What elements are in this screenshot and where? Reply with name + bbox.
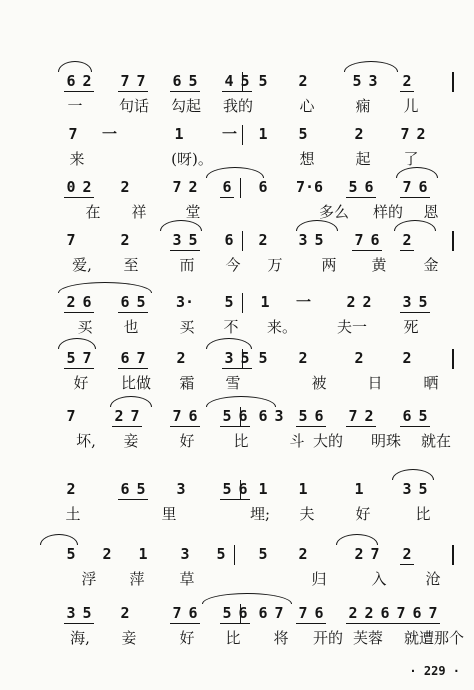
note: 5 xyxy=(224,293,234,311)
note: 7 xyxy=(400,125,410,143)
note: 0 xyxy=(66,178,76,196)
note: 2 xyxy=(402,72,412,90)
note: 2 xyxy=(354,545,364,563)
lyric-syllable: 海, xyxy=(70,629,90,647)
note: 3 xyxy=(368,72,378,90)
score-row xyxy=(0,229,474,285)
note: 6 xyxy=(364,178,374,196)
lyric-syllable: 芙蓉 xyxy=(352,629,383,647)
barline xyxy=(240,178,241,198)
lyric-syllable: 了 xyxy=(403,150,419,168)
underline-beam xyxy=(64,91,94,92)
note: 5 xyxy=(82,604,92,622)
lyric-syllable: 起 xyxy=(355,150,371,168)
underline-beam xyxy=(352,250,382,251)
underline-beam xyxy=(118,499,148,500)
lyric-syllable: 妾 xyxy=(123,432,139,450)
lyric-syllable: 开的 xyxy=(312,629,343,647)
lyric-syllable: 被 xyxy=(311,374,327,392)
note: 2 xyxy=(66,293,76,311)
note: 2 xyxy=(176,349,186,367)
underline-beam xyxy=(222,91,252,92)
underline-beam xyxy=(170,426,200,427)
page-number: · 229 · xyxy=(409,664,460,678)
lyric-syllable: 不 xyxy=(223,318,239,336)
note: 2 xyxy=(120,231,130,249)
underline-beam xyxy=(170,91,200,92)
note: 6 xyxy=(188,407,198,425)
note: 7 xyxy=(136,349,146,367)
lyric-syllable: 恩 xyxy=(423,203,439,221)
score-row xyxy=(0,543,474,599)
note: 1 xyxy=(354,480,364,498)
barline xyxy=(240,604,241,624)
lyric-syllable: 雪 xyxy=(225,374,241,392)
note: 7 xyxy=(82,349,92,367)
note: 1 xyxy=(174,125,184,143)
lyric-syllable: 好 xyxy=(355,505,371,523)
score-row xyxy=(0,70,474,126)
note: 5 xyxy=(314,231,324,249)
note: 2 xyxy=(258,231,268,249)
lyric-syllable: 爱, xyxy=(72,256,92,274)
underline-beam xyxy=(118,312,148,313)
note: 6 xyxy=(402,407,412,425)
lyric-syllable: 明珠 xyxy=(370,432,401,450)
barline xyxy=(242,293,243,313)
note: 5 xyxy=(222,604,232,622)
underline-beam xyxy=(346,197,376,198)
slur-arc xyxy=(392,469,434,480)
note: 一 xyxy=(102,125,118,143)
note: 6 xyxy=(172,72,182,90)
underline-beam xyxy=(400,91,414,92)
note: 5 xyxy=(418,407,428,425)
barline xyxy=(452,72,454,92)
note: 7 xyxy=(172,178,182,196)
lyric-syllable: 今 xyxy=(225,256,241,274)
note: 6 xyxy=(314,407,324,425)
underline-beam xyxy=(346,623,440,624)
lyric-syllable: 而 xyxy=(179,256,195,274)
note: 2 xyxy=(354,125,364,143)
note: 2 xyxy=(364,604,374,622)
note: 7 xyxy=(370,545,380,563)
note: 2 xyxy=(102,545,112,563)
note: 2 xyxy=(66,480,76,498)
underline-beam xyxy=(64,312,94,313)
underline-beam xyxy=(220,623,250,624)
lyric-syllable: 日 xyxy=(367,374,383,392)
note: 5 xyxy=(136,480,146,498)
note: 2 xyxy=(402,349,412,367)
lyric-syllable: 黄 xyxy=(371,256,387,274)
lyric-syllable: 好 xyxy=(73,374,89,392)
underline-beam xyxy=(118,368,148,369)
note: 2 xyxy=(298,349,308,367)
lyric-syllable: 痫 xyxy=(355,97,371,115)
lyric-syllable: 归 xyxy=(311,570,327,588)
note: 6 xyxy=(188,604,198,622)
note: 5 xyxy=(66,545,76,563)
note: 1 xyxy=(138,545,148,563)
lyric-syllable: 万 xyxy=(267,256,283,274)
note: 5 xyxy=(298,125,308,143)
lyric-syllable: 句话 xyxy=(118,97,149,115)
note: 6 xyxy=(238,480,248,498)
barline xyxy=(234,545,235,565)
note: 6 xyxy=(238,407,248,425)
note: 7 xyxy=(274,604,284,622)
lyric-syllable: 我的 xyxy=(222,97,253,115)
note: 一 xyxy=(222,125,238,143)
note: 5 xyxy=(258,349,268,367)
note: 6 xyxy=(120,480,130,498)
note: 6 xyxy=(222,178,232,196)
slur-arc xyxy=(344,61,398,72)
note: 6 xyxy=(370,231,380,249)
underline-beam xyxy=(296,623,326,624)
note: 5 xyxy=(240,349,250,367)
note: 7 xyxy=(130,407,140,425)
note: 1 xyxy=(298,480,308,498)
note: 3 xyxy=(402,480,412,498)
note: 3 xyxy=(298,231,308,249)
note: 7 xyxy=(68,125,78,143)
lyric-syllable: 晒 xyxy=(423,374,439,392)
note: 3· xyxy=(176,293,195,311)
lyric-syllable: 萍 xyxy=(129,570,145,588)
note: 1 xyxy=(260,293,270,311)
note: 3 xyxy=(66,604,76,622)
underline-beam xyxy=(346,426,376,427)
lyric-syllable: 坏, xyxy=(76,432,96,450)
note: 2 xyxy=(402,545,412,563)
underline-beam xyxy=(220,499,250,500)
underline-beam xyxy=(64,368,94,369)
lyric-syllable: 草 xyxy=(179,570,195,588)
barline xyxy=(452,231,454,251)
note: 5 xyxy=(216,545,226,563)
note: 5 xyxy=(352,72,362,90)
note: 6 xyxy=(224,231,234,249)
note: 2 xyxy=(364,407,374,425)
note: 6 xyxy=(120,293,130,311)
barline xyxy=(240,407,241,427)
underline-beam xyxy=(222,368,252,369)
note: 6 xyxy=(120,349,130,367)
underline-beam xyxy=(400,312,430,313)
note: 7 xyxy=(354,231,364,249)
underline-beam xyxy=(296,426,326,427)
note: 7 xyxy=(66,407,76,425)
lyric-syllable: 就在 xyxy=(420,432,451,450)
underline-beam xyxy=(112,426,142,427)
lyric-syllable: 比 xyxy=(415,505,431,523)
score-row xyxy=(0,347,474,403)
note: 3 xyxy=(176,480,186,498)
note: 2 xyxy=(362,293,372,311)
underline-beam xyxy=(400,250,414,251)
note: 7 xyxy=(120,72,130,90)
note: 3 xyxy=(172,231,182,249)
lyric-syllable: 一 xyxy=(67,97,83,115)
note: 7 xyxy=(172,407,182,425)
note: 7 xyxy=(396,604,406,622)
lyric-syllable: 至 xyxy=(123,256,139,274)
note: 7 xyxy=(298,604,308,622)
score-row xyxy=(0,478,474,534)
lyric-syllable: 买 xyxy=(179,318,195,336)
barline xyxy=(242,72,243,92)
lyric-syllable: 样的 xyxy=(372,203,403,221)
lyric-syllable: 浮 xyxy=(81,570,97,588)
note: 2 xyxy=(416,125,426,143)
lyric-syllable: 妾 xyxy=(121,629,137,647)
lyric-syllable: 多么 xyxy=(318,203,349,221)
underline-beam xyxy=(400,197,430,198)
note: 1 xyxy=(258,480,268,498)
lyric-syllable: 斗 xyxy=(289,432,305,450)
note: 3 xyxy=(180,545,190,563)
note: 7·6 xyxy=(296,178,324,196)
note: 7 xyxy=(136,72,146,90)
note: 2 xyxy=(82,72,92,90)
lyric-syllable: 土 xyxy=(65,505,81,523)
note: 2 xyxy=(114,407,124,425)
lyric-syllable: 夫一 xyxy=(336,318,367,336)
barline xyxy=(242,349,243,369)
underline-beam xyxy=(64,623,94,624)
underline-beam xyxy=(400,426,430,427)
underline-beam xyxy=(64,197,94,198)
note: 5 xyxy=(418,480,428,498)
lyric-syllable: 里 xyxy=(161,505,177,523)
slur-arc xyxy=(336,534,378,545)
lyric-syllable: 也 xyxy=(123,318,139,336)
note: 6 xyxy=(258,604,268,622)
barline xyxy=(452,545,454,565)
note: 5 xyxy=(258,545,268,563)
note: 7 xyxy=(402,178,412,196)
note: 5 xyxy=(348,178,358,196)
lyric-syllable: (呀)。 xyxy=(171,150,213,168)
underline-beam xyxy=(170,250,200,251)
lyric-syllable: 两 xyxy=(321,256,337,274)
note: 2 xyxy=(354,349,364,367)
note: 3 xyxy=(402,293,412,311)
lyric-syllable: 霜 xyxy=(179,374,195,392)
note: 2 xyxy=(298,72,308,90)
note: 3 xyxy=(274,407,284,425)
slur-arc xyxy=(40,534,78,545)
note: 5 xyxy=(66,349,76,367)
underline-beam xyxy=(118,91,148,92)
lyric-syllable: 好 xyxy=(179,629,195,647)
lyric-syllable: 比做 xyxy=(120,374,151,392)
note: 2 xyxy=(188,178,198,196)
note: 6 xyxy=(418,178,428,196)
note: 1 xyxy=(258,125,268,143)
note: 5 xyxy=(188,72,198,90)
barline xyxy=(452,349,454,369)
note: 一 xyxy=(296,293,312,311)
lyric-syllable: 想 xyxy=(299,150,315,168)
underline-beam xyxy=(220,197,234,198)
note: 2 xyxy=(402,231,412,249)
note: 5 xyxy=(418,293,428,311)
note: 5 xyxy=(222,480,232,498)
barline xyxy=(240,480,241,500)
barline xyxy=(242,231,243,251)
note: 6 xyxy=(82,293,92,311)
note: 2 xyxy=(82,178,92,196)
note: 7 xyxy=(66,231,76,249)
underline-beam xyxy=(400,564,414,565)
score-row xyxy=(0,602,474,658)
lyric-syllable: 大的 xyxy=(312,432,343,450)
lyric-syllable: 比 xyxy=(225,629,241,647)
score-row xyxy=(0,405,474,461)
note: 5 xyxy=(298,407,308,425)
note: 2 xyxy=(346,293,356,311)
lyric-syllable: 祥 xyxy=(131,203,147,221)
lyric-syllable: 勾起 xyxy=(170,97,201,115)
lyric-syllable: 心 xyxy=(299,97,315,115)
lyric-syllable: 堂 xyxy=(185,203,201,221)
lyric-syllable: 金 xyxy=(423,256,439,274)
lyric-syllable: 入 xyxy=(371,570,387,588)
lyric-syllable: 将 xyxy=(273,629,289,647)
lyric-syllable: 儿 xyxy=(403,97,419,115)
underline-beam xyxy=(220,426,250,427)
note: 3 xyxy=(224,349,234,367)
note: 6 xyxy=(412,604,422,622)
note: 5 xyxy=(188,231,198,249)
note: 5 xyxy=(240,72,250,90)
lyric-syllable: 沧 xyxy=(425,570,441,588)
note: 2 xyxy=(120,178,130,196)
lyric-syllable: 夫 xyxy=(299,505,315,523)
note: 2 xyxy=(348,604,358,622)
note: 7 xyxy=(172,604,182,622)
lyric-syllable: 好 xyxy=(179,432,195,450)
note: 5 xyxy=(136,293,146,311)
note: 6 xyxy=(258,407,268,425)
note: 6 xyxy=(66,72,76,90)
lyric-syllable: 埋; xyxy=(249,505,271,523)
note: 4 xyxy=(224,72,234,90)
note: 6 xyxy=(314,604,324,622)
note: 7 xyxy=(428,604,438,622)
lyric-syllable: 来 xyxy=(69,150,85,168)
note: 5 xyxy=(258,72,268,90)
lyric-syllable: 死 xyxy=(403,318,419,336)
note: 5 xyxy=(222,407,232,425)
note: 7 xyxy=(348,407,358,425)
lyric-syllable: 买 xyxy=(77,318,93,336)
note: 6 xyxy=(380,604,390,622)
lyric-syllable: 来。 xyxy=(266,318,297,336)
note: 2 xyxy=(298,545,308,563)
lyric-syllable: 比 xyxy=(233,432,249,450)
lyric-syllable: 在 xyxy=(85,203,101,221)
slur-arc xyxy=(58,61,92,72)
underline-beam xyxy=(170,623,200,624)
note: 6 xyxy=(258,178,268,196)
lyric-syllable: 就遭那个 xyxy=(403,629,464,647)
note: 2 xyxy=(120,604,130,622)
note: 6 xyxy=(238,604,248,622)
barline xyxy=(242,125,243,145)
